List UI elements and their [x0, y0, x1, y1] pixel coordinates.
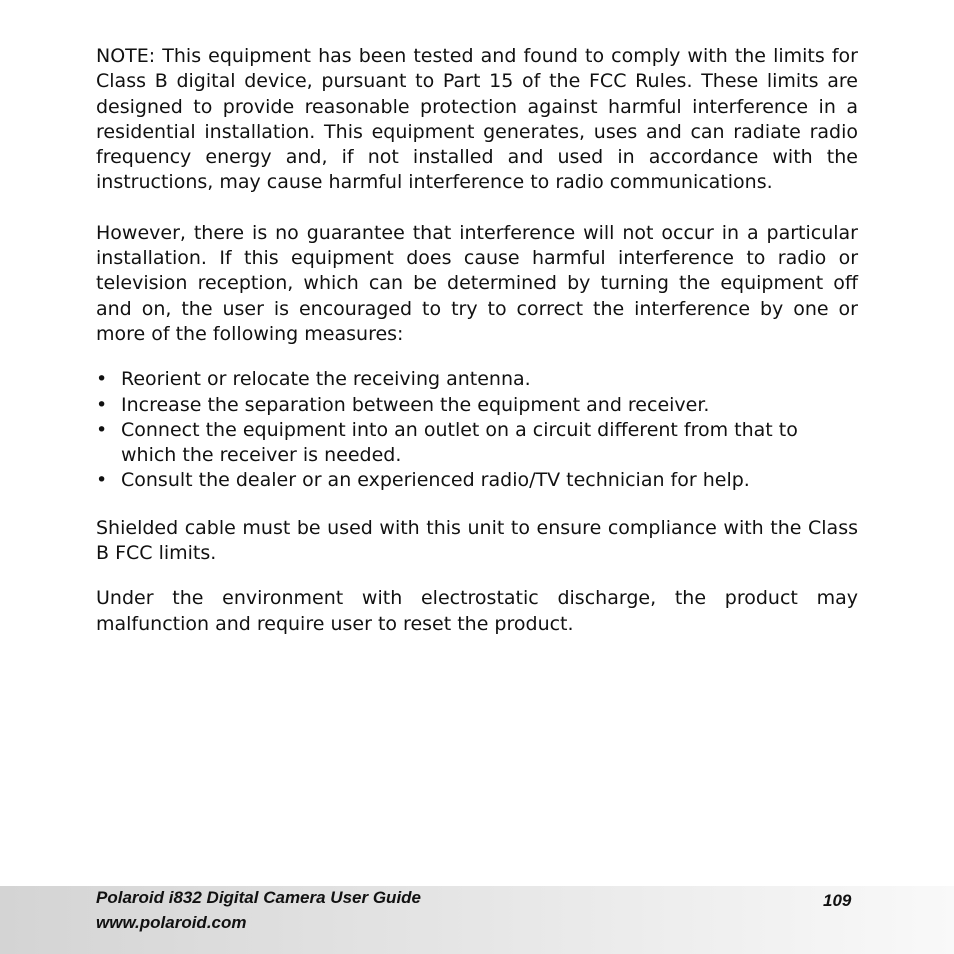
list-item — [96, 367, 858, 392]
bullet-icon: • — [96, 393, 108, 416]
list-item — [96, 418, 858, 469]
shielded-cable-paragraph: Shielded cable must be used with this unit to ensure compliance with the Class B FCC limits. — [96, 516, 858, 565]
electrostatic-paragraph: Under the environment with electrostatic discharge, the product may malfunction and require user to reset the product. — [96, 587, 858, 635]
page-footer — [0, 886, 954, 954]
list-item-text: Connect the equipment into an outlet on a circuit different from that to which the receiver is needed. — [121, 418, 798, 467]
bullet-icon: • — [96, 418, 108, 441]
bullet-icon: • — [96, 368, 108, 391]
page-content — [96, 44, 858, 662]
interference-paragraph: However, there is no guarantee that interference will not occur in a particular installation. If this equipment does cause harmful interference to radio or television reception, which can be determined by turning the equipment off and on, the user is encouraged to try to correct the interference by one or more of the following measures: — [96, 221, 858, 345]
list-item — [96, 393, 858, 418]
measures-list — [96, 367, 858, 493]
list-item-text: Consult the dealer or an experienced radio/TV technician for help. — [121, 469, 750, 492]
list-item-text: Reorient or relocate the receiving antenna. — [121, 368, 531, 391]
fcc-note-paragraph: NOTE: This equipment has been tested and found to comply with the limits for Class B digital device, pursuant to Part 15 of the FCC Rules. These limits are designed to provide reasonable protection against harmful interference in a residential installation. This equipment generates, uses and can radiate radio frequency energy and, if not installed and used in accordance with the instructions, may cause harmful interference to radio communications. — [96, 45, 858, 194]
list-item — [96, 468, 858, 493]
list-item-text: Increase the separation between the equipment and receiver. — [121, 393, 710, 416]
footer-guide-title: Polaroid i832 Digital Camera User Guide — [96, 888, 422, 907]
bullet-icon: • — [96, 469, 108, 492]
page-number: 109 — [823, 891, 852, 910]
footer-website: www.polaroid.com — [96, 913, 247, 932]
